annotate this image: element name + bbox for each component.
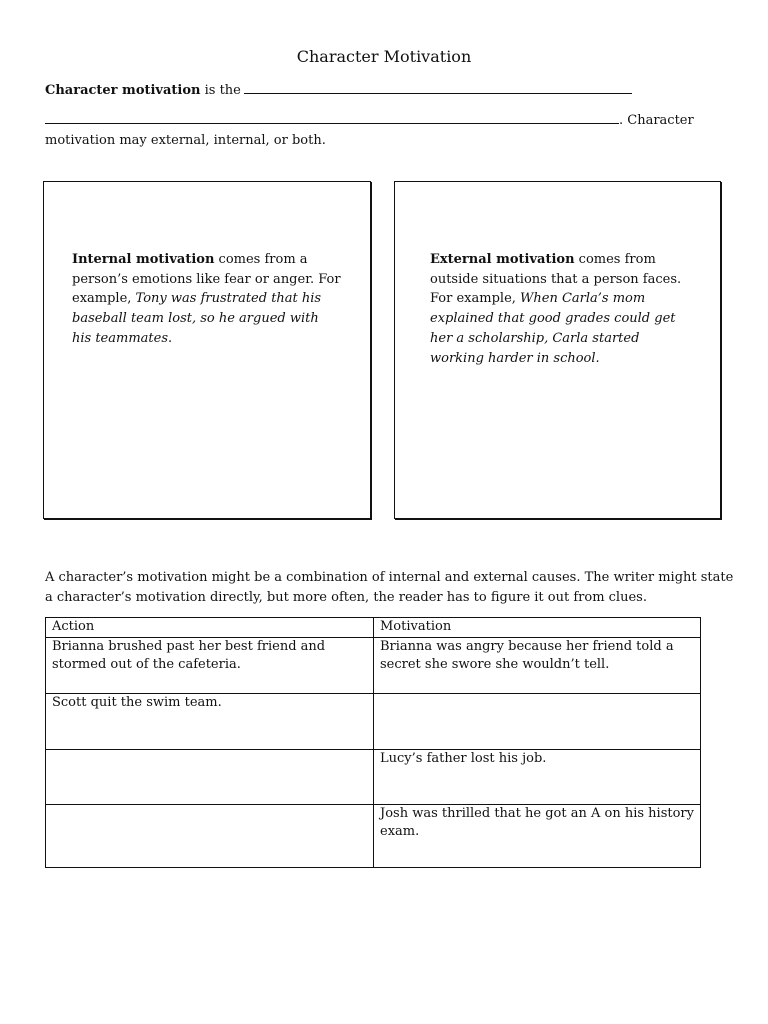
explanation-paragraph: A character’s motivation might be a combination of internal and external causes. The writer might state a character’s motivation directly, but more often, the reader has to figure it out from clues.: [45, 570, 734, 605]
action-cell-blank[interactable]: [46, 804, 374, 867]
table-header-row: [46, 618, 701, 638]
motivation-cell: Brianna was angry because her friend told a secret she swore she wouldn’t tell.: [374, 637, 701, 693]
internal-example: Tony was frustrated that his baseball team lost, so he argued with his teammates.: [72, 291, 322, 346]
external-term: External motivation: [430, 252, 575, 267]
internal-term: Internal motivation: [72, 252, 215, 267]
definition-line-2: [45, 110, 705, 151]
external-example: When Carla’s mom explained that good grades could get her a scholarship, Carla started working harder in school.: [430, 291, 676, 366]
definition-term: Character motivation: [45, 83, 201, 98]
action-cell-blank[interactable]: [46, 749, 374, 804]
motivation-cell: Josh was thrilled that he got an A on his history exam.: [374, 804, 701, 867]
external-motivation-box: [394, 181, 721, 519]
definition-lead: is the: [200, 83, 241, 98]
external-motivation-text: [430, 250, 692, 368]
header-motivation: Motivation: [374, 618, 701, 638]
page-title: Character Motivation: [296, 47, 472, 66]
table-row: [46, 637, 701, 693]
header-action: Action: [46, 618, 374, 638]
internal-motivation-text: [72, 250, 342, 349]
table-row: [46, 749, 701, 804]
definition-blank-2[interactable]: [45, 110, 619, 124]
table-row: [46, 693, 701, 749]
table-row: [46, 804, 701, 867]
definition-line-1: [45, 80, 635, 101]
internal-motivation-box: [43, 181, 371, 519]
external-desc: comes from outside situations that a person faces. For example,: [430, 252, 682, 307]
definition-end: . Character motivation may external, internal, or both.: [45, 113, 694, 148]
motivation-table: [45, 617, 701, 868]
definition-blank-1[interactable]: [244, 80, 632, 94]
motivation-cell: Lucy’s father lost his job.: [374, 749, 701, 804]
action-cell: Scott quit the swim team.: [46, 693, 374, 749]
motivation-cell-blank[interactable]: [374, 693, 701, 749]
action-cell: Brianna brushed past her best friend and stormed out of the cafeteria.: [46, 637, 374, 693]
internal-desc: comes from a person’s emotions like fear or anger. For example,: [72, 252, 341, 307]
